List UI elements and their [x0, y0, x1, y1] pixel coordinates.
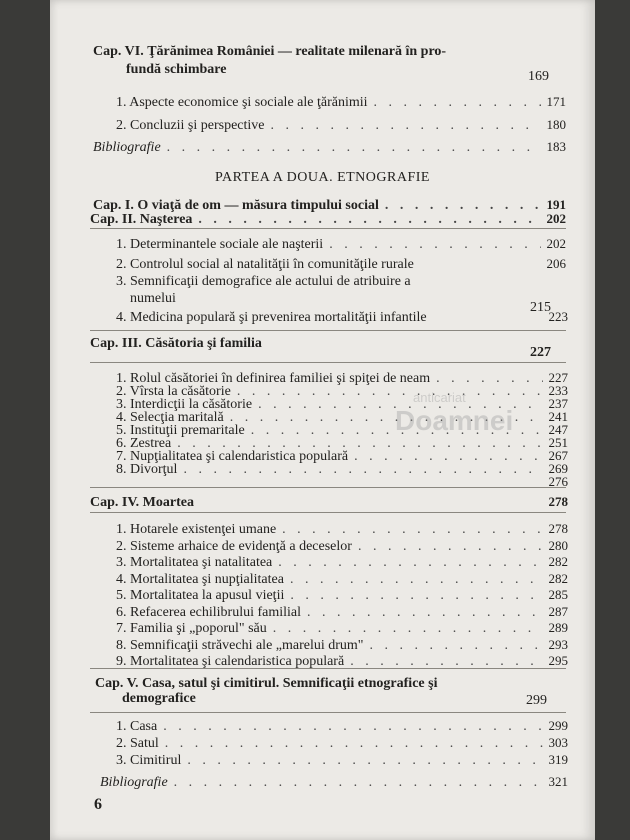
divider — [90, 668, 566, 669]
entry-label: 1. Hotarele existenţei umane — [116, 522, 277, 537]
toc-entry — [116, 521, 568, 538]
part-title-text: PARTEA A DOUA. ETNOGRAFIE — [215, 170, 430, 185]
entry-label: Cap. I. O viaţă de om — măsura timpului social — [93, 198, 379, 213]
toc-entry — [116, 718, 568, 735]
entry-label: Cap. II. Naşterea — [90, 212, 193, 227]
page-ref: 223 — [548, 309, 568, 324]
toc-entry — [116, 620, 568, 637]
toc-entry — [116, 538, 568, 555]
toc-entry — [116, 587, 568, 604]
page-ref: 293 — [548, 636, 568, 652]
toc-entry — [116, 735, 568, 752]
page-ref: 278 — [548, 494, 568, 509]
page-ref: 183 — [546, 139, 566, 154]
page-ref: 319 — [548, 752, 568, 767]
chapter-entry — [90, 211, 566, 228]
page-ref: 215 — [530, 300, 551, 315]
toc-entry-cont — [130, 291, 176, 307]
page-ref: 289 — [548, 620, 568, 635]
toc-entry — [116, 474, 568, 491]
toc-entry — [116, 571, 568, 588]
folio: 6 — [94, 796, 102, 813]
page-ref: 295 — [548, 653, 568, 668]
toc-entry — [116, 637, 568, 654]
folio-page-number — [94, 796, 102, 814]
leader-dots — [163, 719, 542, 735]
part-title — [150, 170, 495, 186]
entry-label: 3. Semnificaţii demografice ale actului de atribuire a — [116, 274, 411, 289]
entry-label: 2. Vîrsta la căsătorie — [116, 384, 231, 399]
entry-label: 9. Mortalitatea şi calendaristica populară — [116, 654, 345, 669]
entry-label: Bibliografie — [100, 775, 168, 790]
chapter-title-line: fundă schimbare — [126, 62, 227, 77]
entry-label: 4. Mortalitatea şi nupţialitatea — [116, 571, 284, 587]
leader-dots — [282, 522, 542, 538]
entry-label: Cap. IV. Moartea — [90, 495, 194, 510]
page-ref: 191 — [546, 197, 566, 212]
leader-dots — [374, 95, 541, 111]
entry-label: 6. Zestrea — [116, 436, 172, 451]
chapter-entry — [95, 676, 437, 692]
entry-label: 7. Nupţialitatea şi calendaristica populară — [116, 449, 349, 464]
page-ref: 299 — [526, 693, 547, 708]
toc-entry-bibliography — [93, 139, 566, 156]
leader-dots — [273, 621, 543, 637]
watermark-logo — [395, 390, 513, 437]
divider — [90, 228, 566, 229]
divider — [90, 487, 566, 488]
page-ref: 299 — [548, 718, 568, 733]
page-ref: 233 — [548, 383, 568, 398]
divider — [90, 512, 566, 513]
entry-label: 3. Cimitirul — [116, 753, 182, 768]
divider — [90, 330, 566, 331]
entry-label: 1. Casa — [116, 719, 158, 734]
chapter-entry-cont — [122, 691, 196, 707]
page-ref: 237 — [548, 396, 568, 411]
divider — [90, 712, 566, 713]
page-ref: 169 — [528, 69, 549, 84]
leader-dots — [307, 605, 542, 621]
page-ref — [530, 345, 551, 361]
chapter-heading — [93, 44, 533, 60]
toc-entry — [116, 604, 568, 621]
entry-label: 5. Instituţii premaritale — [116, 423, 245, 438]
leader-dots — [370, 638, 543, 654]
toc-entry — [116, 117, 566, 134]
chapter-title-line: Cap. VI. Ţărănimea României — realitate milenară în pro- — [93, 44, 447, 59]
toc-entry — [116, 274, 566, 290]
toc-entry — [116, 309, 568, 326]
page-ref: 251 — [548, 435, 568, 450]
toc-entry-bibliography — [100, 774, 568, 791]
entry-label: numelui — [130, 291, 176, 306]
page-ref — [526, 693, 547, 709]
leader-dots — [174, 775, 543, 791]
entry-label: 5. Mortalitatea la apusul vieţii — [116, 588, 285, 603]
chapter-entry — [90, 336, 262, 352]
entry-label: 6. Refacerea echilibrului familial — [116, 604, 302, 620]
toc-entry — [116, 236, 566, 253]
book-page — [50, 0, 595, 840]
toc-entry — [116, 554, 568, 571]
entry-label: 3. Interdicţii la căsătorie — [116, 397, 253, 412]
entry-label: 2. Concluzii şi perspective — [116, 118, 265, 133]
entry-label: Cap. III. Căsătoria şi familia — [90, 336, 262, 351]
entry-label: 2. Satul — [116, 736, 159, 751]
page-ref: 287 — [548, 603, 568, 619]
watermark-top: anticariat — [413, 390, 466, 405]
watermark-main: Doamnei — [395, 405, 514, 436]
page-ref: 269 — [548, 461, 568, 476]
page-number — [528, 69, 549, 85]
page-ref: 180 — [546, 117, 566, 132]
entry-label: 1. Aspecte economice şi sociale ale ţărănimii — [116, 95, 368, 110]
leader-dots — [271, 118, 541, 134]
page-ref: 321 — [548, 774, 568, 789]
entry-label: 4. Medicina populară şi prevenirea mortalităţii infantile — [116, 310, 427, 325]
entry-label: 8. Divorţul — [116, 462, 178, 477]
page-ref: 202 — [546, 211, 566, 226]
toc-entry — [116, 752, 568, 769]
divider — [90, 362, 566, 363]
page-ref: 206 — [546, 256, 566, 271]
page-ref: 278 — [548, 521, 568, 536]
page-ref: 276 — [548, 474, 568, 489]
entry-label: 7. Familia şi „poporul" său — [116, 621, 267, 636]
entry-label: 4. Selecţia maritală — [116, 410, 224, 425]
entry-label: Cap. V. Casa, satul şi cimitirul. Semnificaţii etnografice şi — [95, 676, 438, 691]
page-ref: 267 — [548, 448, 568, 463]
page-ref: 227 — [548, 370, 568, 385]
entry-label: 8. Semnificaţii străvechi ale „marelui drum" — [116, 637, 364, 653]
chapter-entry — [90, 494, 568, 511]
entry-label: 3. Mortalitatea şi natalitatea — [116, 555, 273, 570]
entry-label: 2. Sisteme arhaice de evidenţă a deceselor — [116, 538, 352, 554]
page-ref: 241 — [548, 409, 568, 424]
entry-label: 1. Determinantele sociale ale naşterii — [116, 237, 324, 252]
page-ref: 282 — [548, 554, 568, 569]
leader-dots — [329, 237, 540, 253]
entry-label: Bibliografie — [93, 140, 161, 155]
leader-dots — [278, 555, 542, 571]
entry-label: 1. Rolul căsătoriei în definirea familiei şi spiţei de neam — [116, 371, 431, 386]
leader-dots — [290, 588, 542, 604]
leader-dots — [290, 572, 543, 588]
leader-dots — [198, 212, 540, 228]
page-ref: 247 — [548, 422, 568, 437]
chapter-heading-cont — [126, 62, 226, 78]
page-ref: 303 — [548, 735, 568, 750]
page-ref: 227 — [530, 345, 551, 360]
page-ref: 280 — [548, 537, 568, 553]
leader-dots — [187, 753, 542, 769]
toc-entry — [116, 256, 566, 273]
page-ref: 171 — [546, 94, 566, 109]
leader-dots — [167, 140, 541, 156]
entry-label: 2. Controlul social al natalităţii în comunităţile rurale — [116, 257, 414, 272]
page-ref: 285 — [548, 587, 568, 602]
page-ref: 282 — [548, 570, 568, 586]
leader-dots — [165, 736, 543, 752]
leader-dots — [358, 539, 543, 555]
page-ref: 202 — [546, 236, 566, 251]
entry-label: demografice — [122, 691, 196, 706]
toc-entry — [116, 94, 566, 111]
